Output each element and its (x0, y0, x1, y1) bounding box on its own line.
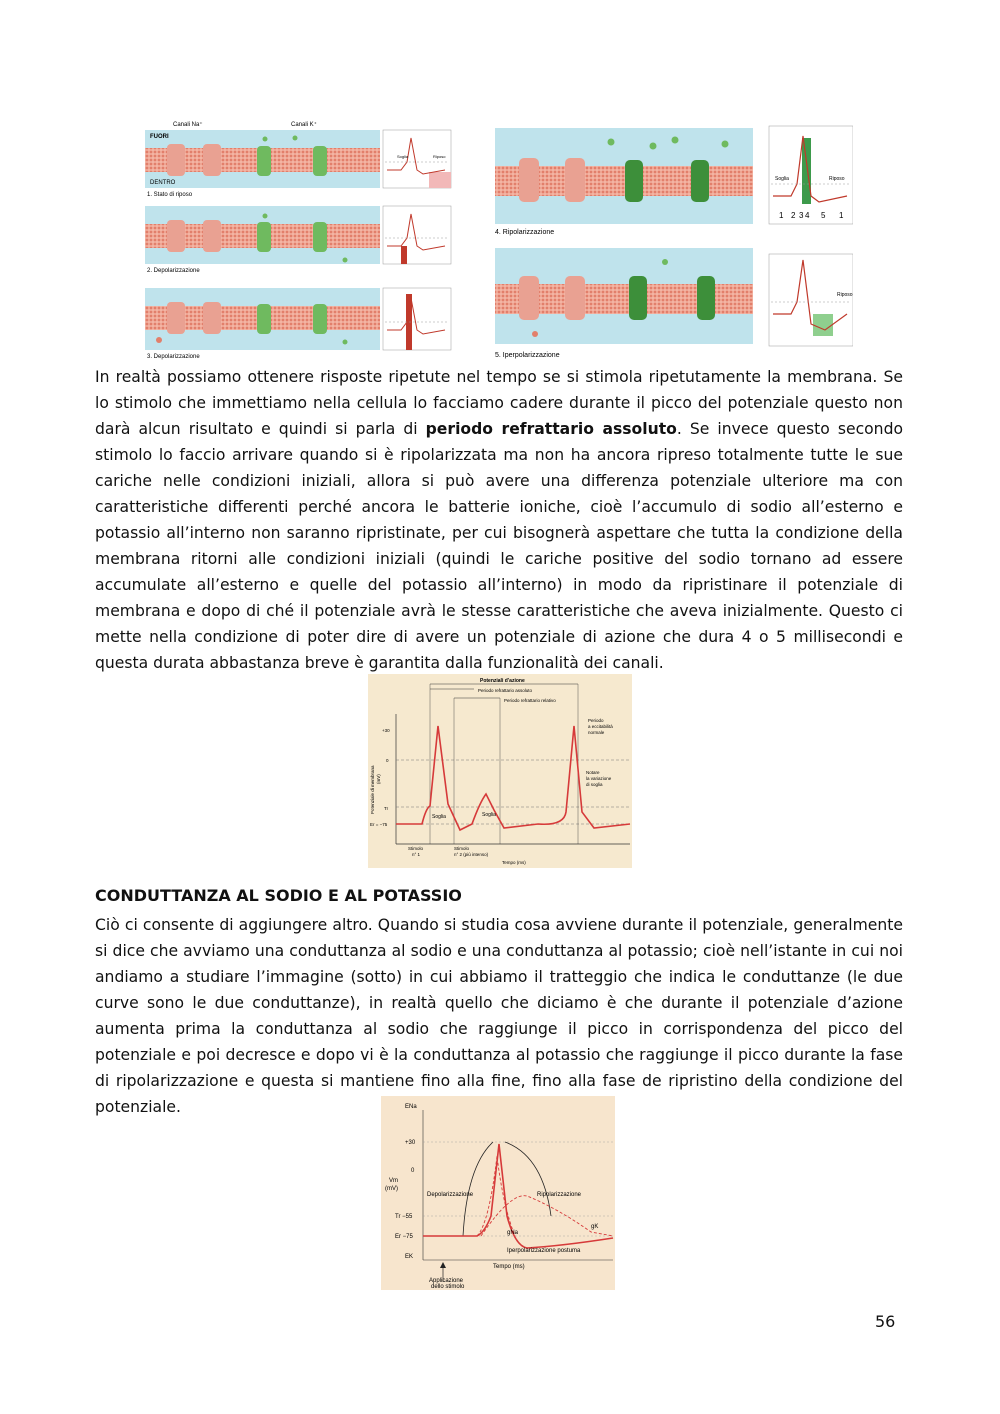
mini-graph-2 (383, 206, 451, 264)
step-5-label: 5. Iperpolarizzazione (495, 352, 560, 359)
label-stimulus-2: Stimolo (454, 846, 470, 851)
phase-label: 1 (779, 211, 784, 220)
label-normal-1: Periodo (588, 718, 604, 723)
fig2-ylabel: Potenziale di membrana (370, 765, 375, 814)
figure-ion-channels (145, 118, 853, 362)
mini-riposo-label: Riposo (433, 154, 446, 159)
label-note-1: Notare (586, 770, 600, 775)
label-k-channels: Canali K⁺ (291, 122, 317, 128)
na-channel-icon (565, 276, 585, 320)
label-relative-refractory: Periodo refrattario relativo (504, 698, 556, 703)
na-channel-icon (167, 302, 185, 334)
mini-riposo-label-right: Riposo (829, 176, 845, 182)
k-channel-icon (313, 304, 327, 334)
label-stimulus-1-num: n° 1 (412, 852, 421, 857)
mini-soglia-label: Soglia (397, 154, 409, 159)
na-channel-icon (519, 276, 539, 320)
mini-graph-4 (769, 126, 853, 224)
phase-label: 2 (791, 211, 796, 220)
label-normal-2: a eccitabilità (588, 724, 613, 729)
page-number: 56 (875, 1312, 896, 1331)
label-stimulus-application-2: dello stimolo (431, 1284, 465, 1290)
label-stimulus-1: Stimolo (408, 846, 424, 851)
na-channel-icon (203, 144, 221, 176)
fig2-title: Potenziali d’azione (480, 678, 525, 684)
mini-graph-1 (383, 130, 451, 188)
label-note-2: la variazione (586, 776, 612, 781)
phase-label: 3 (799, 211, 804, 220)
label-zero: 0 (411, 1168, 415, 1174)
label-hyperpolarization: Iperpolarizzazione postuma (507, 1248, 581, 1254)
label-fuori: FUORI (150, 134, 169, 140)
label-plus30: +30 (405, 1140, 416, 1146)
phase-label: 4 (805, 211, 810, 220)
na-channel-icon (203, 220, 221, 252)
step-3-label: 3. Depolarizzazione (147, 354, 200, 360)
na-channel-icon (565, 158, 585, 202)
label-gk: gK (591, 1224, 599, 1230)
paragraph-refractory (95, 364, 903, 676)
label-dentro: DENTRO (150, 180, 176, 186)
bold-term: periodo refrattario assoluto (425, 420, 677, 438)
figure-conductance (381, 1096, 615, 1290)
label-soglia-2: Soglia (482, 812, 496, 818)
step-2-label: 2. Depolarizzazione (147, 268, 200, 274)
label-repolarization: Ripolarizzazione (537, 1192, 582, 1198)
k-channel-icon (257, 304, 271, 334)
right-panel (495, 126, 853, 359)
k-channel-icon (625, 160, 643, 202)
label-tr: Tr −55 (395, 1214, 413, 1220)
step-1-label: 1. Stato di riposo (147, 192, 193, 198)
na-channel-icon (167, 144, 185, 176)
mini-graph-3 (383, 288, 451, 350)
tick-30: +30 (382, 728, 390, 733)
label-na-channels: Canali Na⁺ (173, 122, 203, 128)
k-channel-icon (257, 222, 271, 252)
section-heading: CONDUTTANZA AL SODIO E AL POTASSIO (95, 886, 462, 905)
k-channel-icon (257, 146, 271, 176)
na-channel-icon (167, 220, 185, 252)
na-channel-icon (203, 302, 221, 334)
label-note-3: di soglia (586, 782, 603, 787)
label-vm-unit: (mV) (385, 1186, 398, 1192)
label-absolute-refractory: Periodo refrattario assoluto (478, 688, 533, 693)
label-ena: ENa (405, 1104, 417, 1110)
fig2-xlabel: Tempo (ms) (502, 860, 526, 865)
label-vm: Vm (389, 1178, 398, 1184)
left-panel (145, 118, 452, 362)
label-depolarization: Depolarizzazione (427, 1192, 474, 1198)
phase-label: 5 (821, 211, 826, 220)
fig3-xlabel: Tempo (ms) (493, 1264, 525, 1270)
tick-er: Er = −75 (370, 822, 388, 827)
paragraph-conductance: Ciò ci consente di aggiungere altro. Quando si studia cosa avviene durante il potenziale, generalmente si dice che avviamo una conduttanza al sodio e una conduttanza al potassio; cioè nell’istante in cui noi andiamo a studiare l’immagine (sotto) in cui abbiamo il tratteggio che indica le conduttanze (le due curve sono le due conduttanze), in realtà quello che diciamo è che durante il potenziale d’azione aumenta prima la conduttanza al sodio che raggiunge il picco in corrispondenza del picco del potenziale e poi decresce e dopo vi è la conduttanza al potassio che raggiunge il picco durante la fase di ripolarizzazione e questa si mantiene fino alla fine, fino alla fase de ripristino della condizione del potenziale. (95, 916, 903, 1116)
tick-0: 0 (386, 758, 389, 763)
label-normal-3: normale (588, 730, 605, 735)
figure-action-potentials (368, 674, 632, 868)
mini-riposo-label-right-2: Riposo (837, 292, 853, 298)
tick-tr: Tr (384, 806, 389, 811)
fig2-ylabel-unit: (mV) (376, 774, 381, 784)
label-gna: gNa (507, 1230, 519, 1236)
k-channel-icon (313, 146, 327, 176)
mini-graph-5 (769, 254, 853, 346)
step-4-label: 4. Ripolarizzazione (495, 229, 555, 236)
k-channel-icon (313, 222, 327, 252)
label-ek: EK (405, 1254, 414, 1260)
k-channel-icon (697, 276, 715, 320)
label-er: Er −75 (395, 1234, 413, 1240)
k-channel-icon (629, 276, 647, 320)
paragraph-text: . Se invece questo secondo stimolo lo faccio arrivare quando si è ripolarizzata ma non ha ancora ripreso totalmente tutte le sue cariche nelle condizioni iniziali, allora si può avere una differenza potenziale ulteriore ma con caratteristiche differenti perché ancora le batterie ioniche, cioè l’accumulo di sodio all’esterno e potassio all’interno non saranno ripristinate, per cui bisognerà aspettare che tutta la condizione della membrana ritorni alle condizioni iniziali (quindi le cariche positive del sodio tornano ad essere accumulate all’esterno e quelle del potassio all’interno) in modo da ripristinare il potenziale di membrana e dopo di ché il potenziale avrà le stesse caratteristiche che aveva inizialmente. Questo ci mette nella condizione di poter dire di avere un potenziale di azione che dura 4 o 5 millisecondi e questa durata abbastanza breve è garantita dalla funzionalità dei canali. (95, 420, 904, 672)
k-channel-icon (691, 160, 709, 202)
label-stimulus-2-num: n° 2 (più intenso) (454, 852, 489, 857)
label-soglia: Soglia (432, 814, 446, 820)
label-stimulus-application: Applicazione (429, 1278, 464, 1284)
na-channel-icon (519, 158, 539, 202)
paragraph-text: In realtà possiamo ottenere risposte ripetute nel tempo se si stimola ripetutamente la membrana. Se lo stimolo che immettiamo nella cellula lo facciamo cadere durante il picco del potenziale questo non darà alcun risultato e quindi si parla di (95, 368, 903, 438)
mini-soglia-label-right: Soglia (775, 176, 789, 182)
phase-label: 1 (839, 211, 844, 220)
